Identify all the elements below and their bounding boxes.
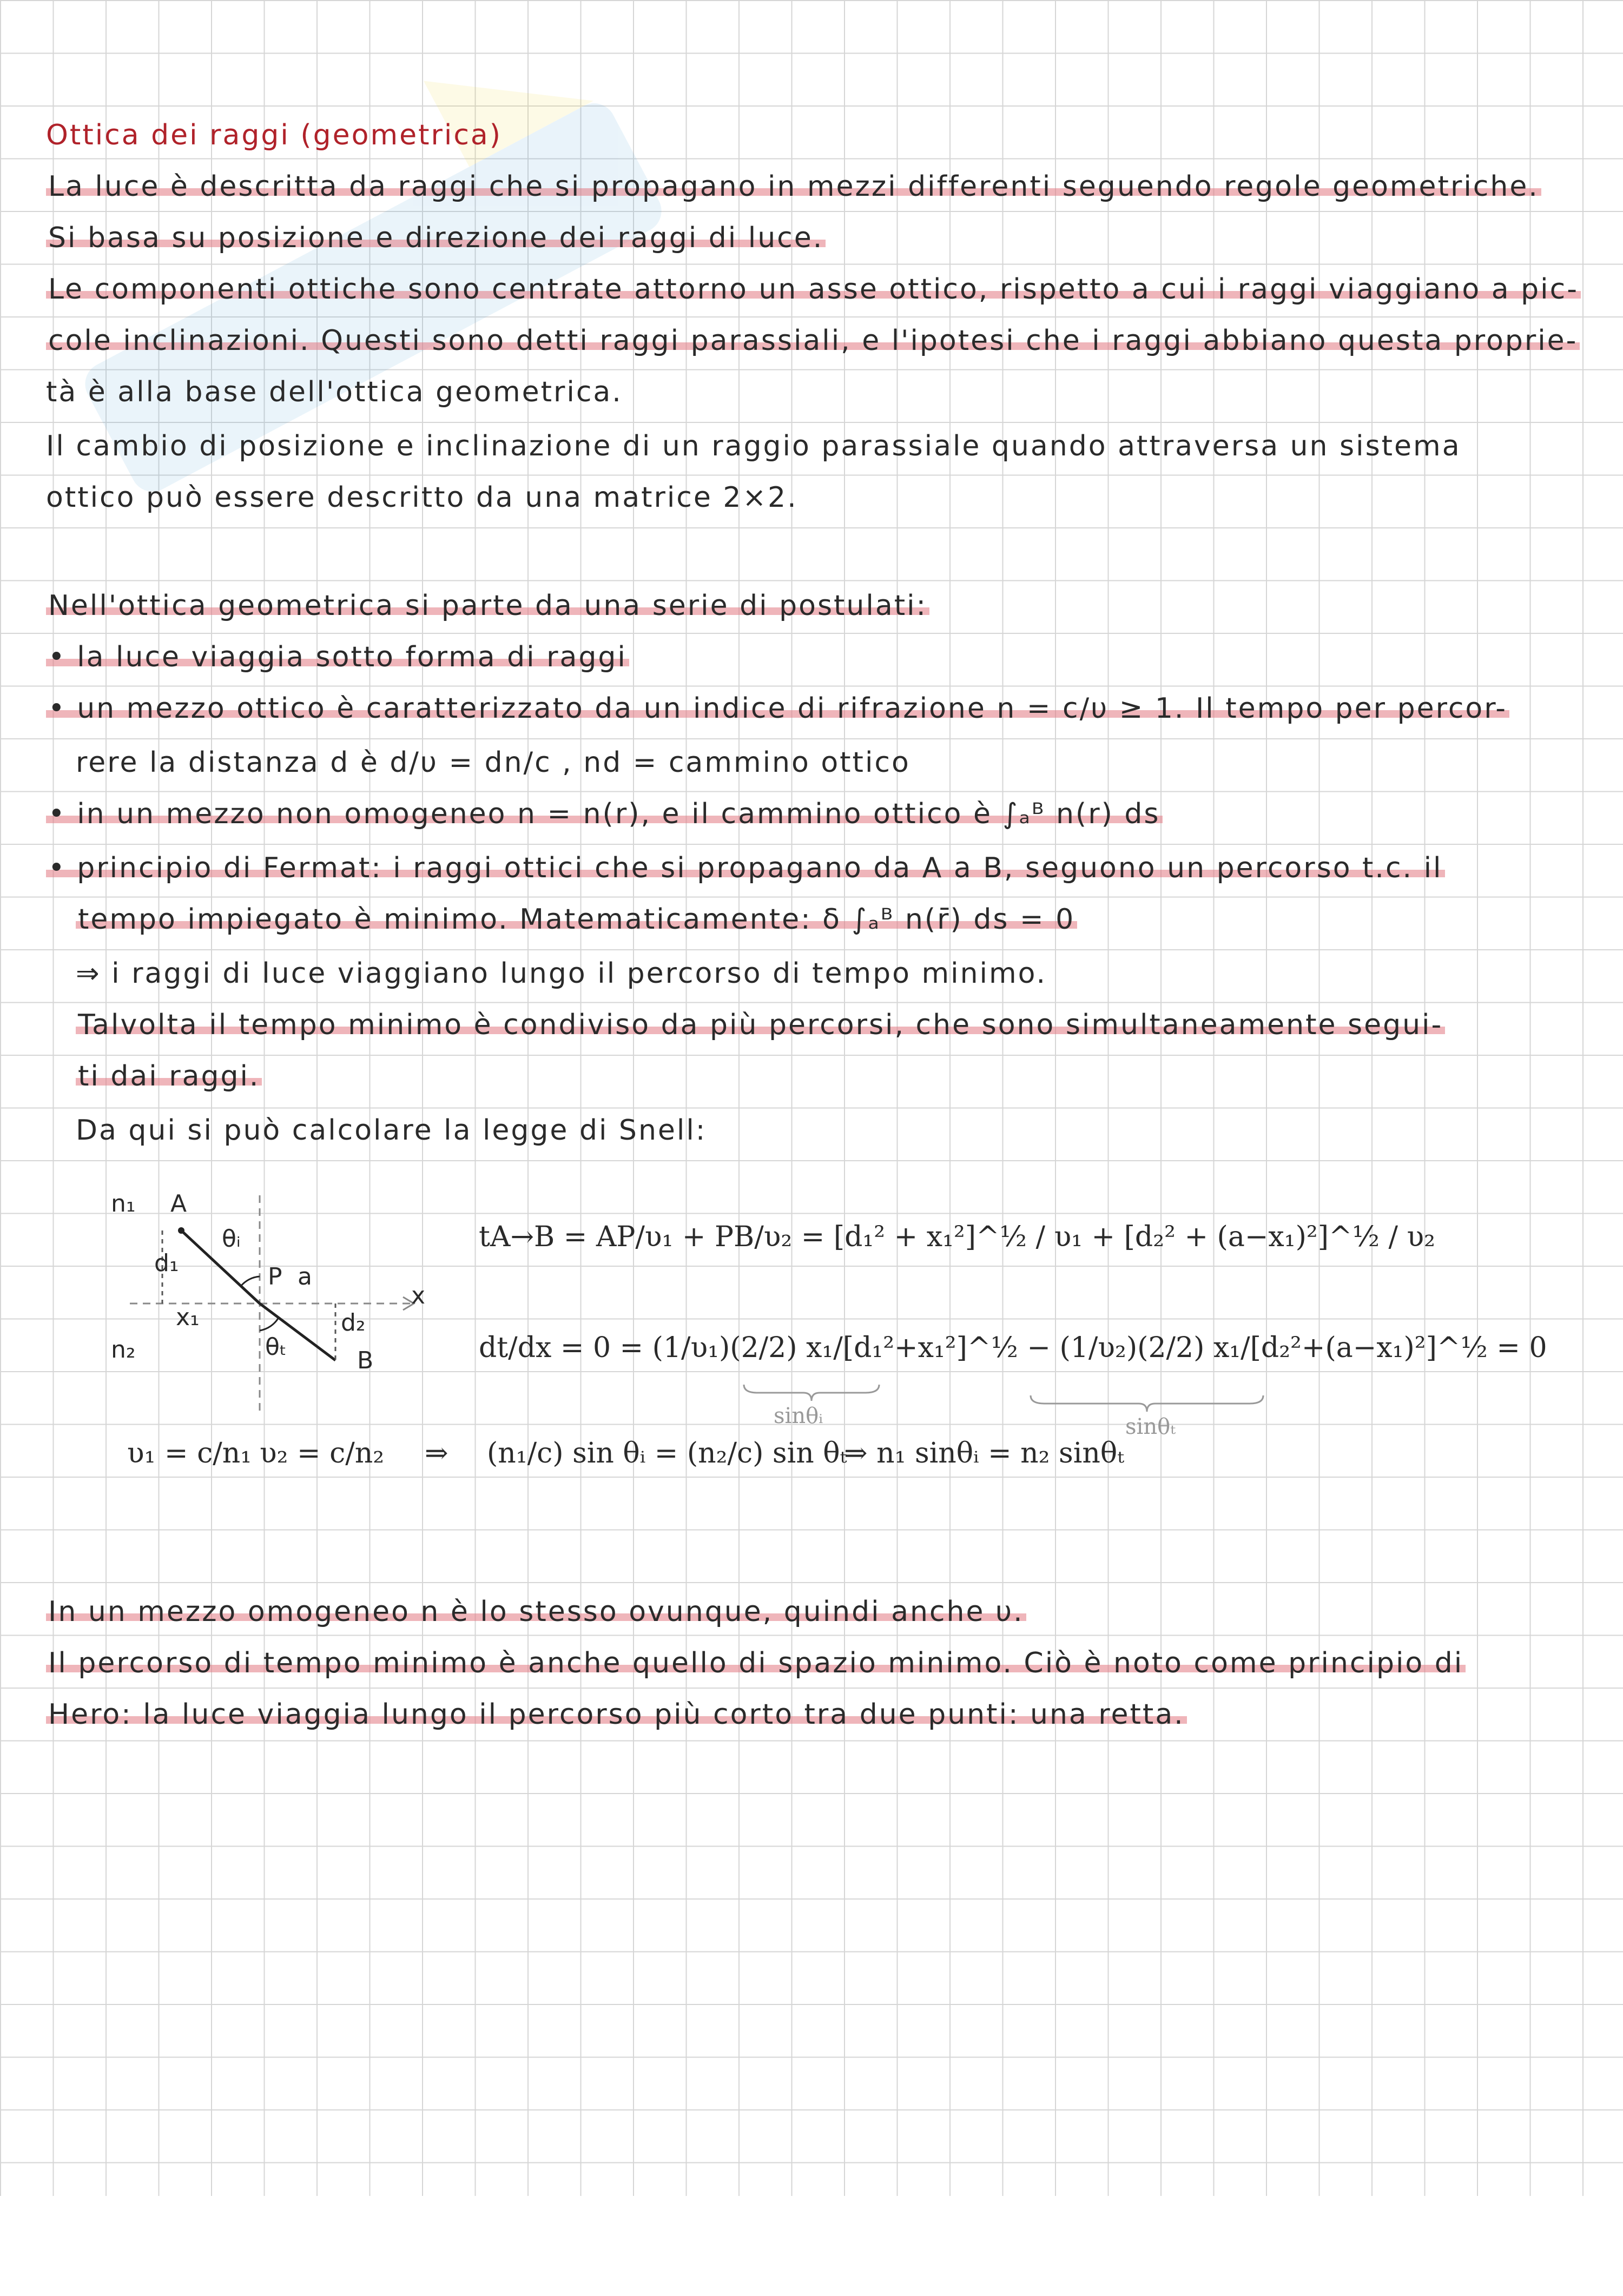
postulates-intro: Nell'ottica geometrica si parte da una serie di postulati: (46, 590, 929, 622)
eq-snell-final: ⇒ n₁ sinθᵢ = n₂ sinθₜ (844, 1437, 1124, 1470)
refraction-diagram (97, 1185, 449, 1422)
para1-line-1: La luce è descritta da raggi che si propagano in mezzi differenti seguendo regole geometriche. (46, 170, 1541, 203)
label-theta-i: θᵢ (222, 1225, 241, 1253)
label-d1: d₁ (154, 1249, 179, 1277)
incident-ray (181, 1230, 260, 1304)
label-p: P (268, 1263, 282, 1291)
label-n2: n₂ (111, 1336, 136, 1364)
para1-line-5: tà è alla base dell'ottica geometrica. (46, 376, 623, 408)
postulate-2-cont: rere la distanza d è d/υ = dn/c , nd = cammino ottico (76, 746, 911, 779)
label-theta-t: θₜ (265, 1333, 287, 1361)
para1-line-6: Il cambio di posizione e inclinazione di un raggio parassiale quando attraversa un sistema (46, 430, 1461, 462)
eq-snell-mid: (n₁/c) sin θᵢ = (n₂/c) sin θₜ (487, 1437, 847, 1470)
point-a (178, 1227, 184, 1234)
label-sin-t: sinθₜ (1125, 1414, 1176, 1439)
snell-intro: Da qui si può calcolare la legge di Snell: (76, 1114, 707, 1147)
label-b-point: B (357, 1347, 374, 1374)
label-sin-i: sinθᵢ (774, 1404, 823, 1428)
angle-i-arc (241, 1276, 260, 1286)
para1-line-3: Le componenti ottiche sono centrate attorno un asse ottico, rispetto a cui i raggi viaggiano a pic- (46, 273, 1581, 306)
postulate-2: • un mezzo ottico è caratterizzato da un indice di rifrazione n = c/υ ≥ 1. Il tempo per percor- (46, 692, 1509, 725)
para1-line-7: ottico può essere descritto da una matrice 2×2. (46, 481, 798, 514)
postulate-3: • in un mezzo non omogeneo n = n(r), e il cammino ottico è ∫ₐᴮ n(r) ds (46, 798, 1163, 830)
label-n1: n₁ (111, 1190, 136, 1218)
brace-sin-t (1028, 1393, 1266, 1414)
brace-sin-i (741, 1382, 882, 1404)
postulate-4-cont: tempo impiegato è minimo. Matematicamente: δ ∫ₐᴮ n(r̄) ds = 0 (76, 903, 1077, 936)
postulate-4-note-cont: ti dai raggi. (76, 1060, 262, 1093)
para1-line-2: Si basa su posizione e direzione dei raggi di luce. (46, 222, 826, 254)
page-bottom-margin (0, 2196, 1623, 2296)
page-title: Ottica dei raggi (geometrica) (46, 119, 503, 151)
label-a-distance: a (298, 1263, 312, 1291)
eq-time-ab: tA→B = AP/υ₁ + PB/υ₂ = [d₁² + x₁²]^½ / υ₁ + [d₂² + (a−x₁)²]^½ / υ₂ (479, 1221, 1435, 1253)
postulate-4-note: Talvolta il tempo minimo è condiviso da più percorsi, che sono simultaneamente segui- (76, 1009, 1445, 1041)
label-x-axis: x (411, 1282, 426, 1309)
eq-v2: υ₂ = c/n₂ (260, 1437, 385, 1470)
para-end-line-1: In un mezzo omogeneo n è lo stesso ovunque, quindi anche υ. (46, 1596, 1026, 1628)
para-end-line-2: Il percorso di tempo minimo è anche quello di spazio minimo. Ciò è noto come principio di (46, 1647, 1466, 1679)
postulate-4: • principio di Fermat: i raggi ottici che si propagano da A a B, seguono un percorso t.c. il (46, 852, 1445, 884)
angle-t-arc (260, 1318, 279, 1331)
label-x1: x₁ (176, 1304, 200, 1331)
para1-line-4: cole inclinazioni. Questi sono detti raggi parassiali, e l'ipotesi che i raggi abbiano questa proprie- (46, 325, 1580, 357)
para-end-line-3: Hero: la luce viaggia lungo il percorso più corto tra due punti: una retta. (46, 1698, 1187, 1731)
postulate-4-result: ⇒ i raggi di luce viaggiano lungo il percorso di tempo minimo. (76, 957, 1047, 990)
label-d2: d₂ (341, 1309, 366, 1336)
eq-derivative: dt/dx = 0 = (1/υ₁)(2/2) x₁/[d₁²+x₁²]^½ − (1/υ₂)(2/2) x₁/[d₂²+(a−x₁)²]^½ = 0 (479, 1332, 1547, 1364)
eq-v1: υ₁ = c/n₁ (127, 1437, 252, 1470)
label-a-point: A (170, 1190, 187, 1218)
postulate-1: • la luce viaggia sotto forma di raggi (46, 641, 629, 673)
eq-arrow: ⇒ (425, 1437, 448, 1470)
